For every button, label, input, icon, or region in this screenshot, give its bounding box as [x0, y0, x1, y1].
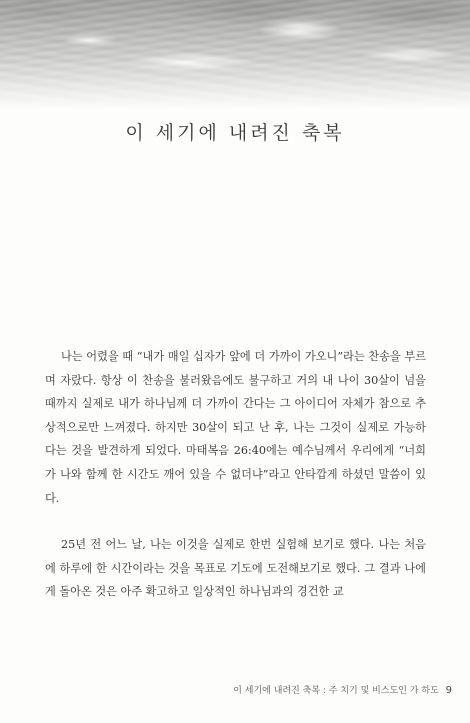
paragraph: 나는 어렸을 때 “내가 매일 십자가 앞에 더 가까이 가오니”라는 찬송을 부르며 자랐다. 항상 이 찬송을 불러왔음에도 불구하고 거의 내 나이 30살이 넘을 때까지 실제로 내가 하나님께 더 가까이 간다는 그 아이디어 자체가 참으로 추상적으로만 느껴졌다. 하지만 30살이 되고 난 후, 나는 그것이 실제로 가능하다는 것을 발견하게 되었다. 마태복음 26:40에는 예수님께서 우리에게 “너희가 나와 함께 한 시간도 깨어 있을 수 없더냐”라고 안타깝게 하셨던 말씀이 있다.	[45, 350, 426, 505]
running-footer	[233, 683, 452, 696]
page-number: 9	[445, 685, 452, 696]
header-photo	[0, 0, 470, 110]
paragraph: 25년 전 어느 날, 나는 이것을 실제로 한번 실험해 보기로 했다. 나는 처음에 하루에 한 시간이라는 것을 목표로 기도에 도전해보기로 했다. 그 결과 나에게 돌아온 것은 아주 확고하고 일상적인 하나님과의 경건한 교	[45, 538, 426, 599]
body-text	[45, 345, 426, 604]
running-head: 이 세기에 내려진 축복 : 주 치기 및 비스도인 가 하도	[233, 686, 439, 696]
page-title: 이 세기에 내려진 축복	[125, 122, 345, 144]
